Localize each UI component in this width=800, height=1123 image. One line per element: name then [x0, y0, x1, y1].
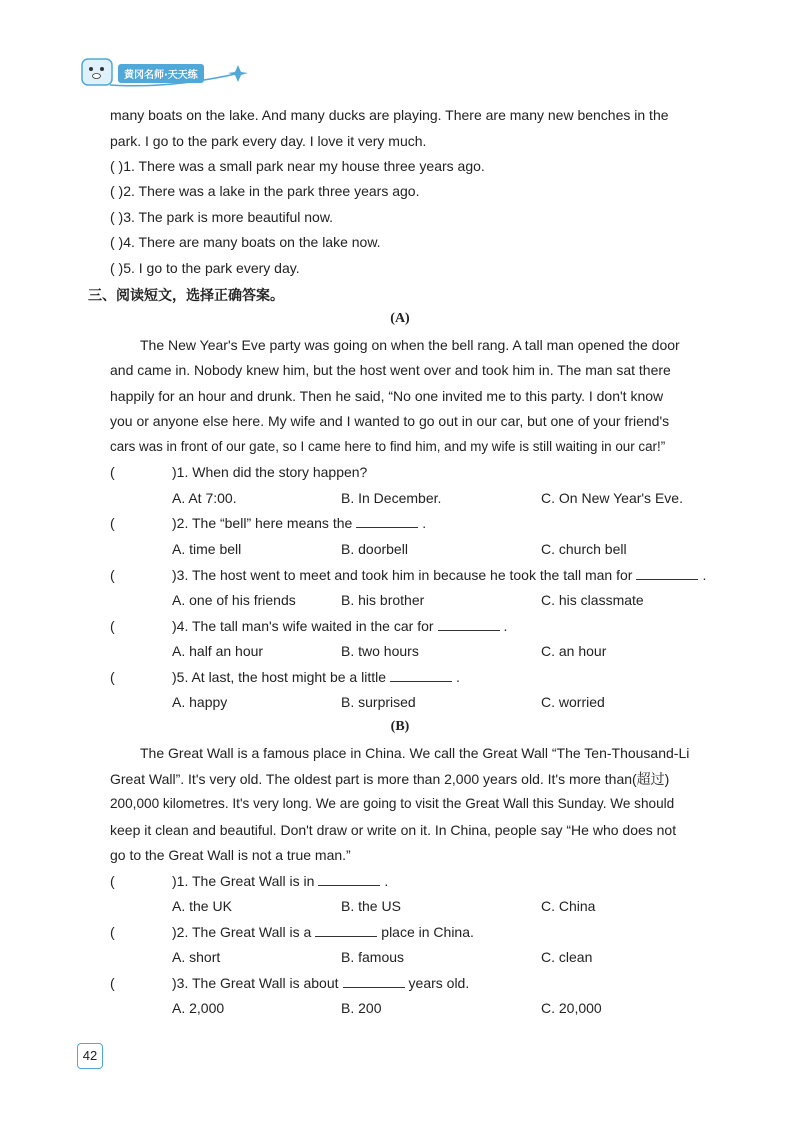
option-b: B. the US: [341, 898, 401, 914]
option-a: A. one of his friends: [172, 592, 296, 608]
option-b: B. two hours: [341, 643, 419, 659]
question-b1: ( )1. The Great Wall is in .: [110, 873, 389, 889]
passage-b-line: 200,000 kilometres. It's very long. We are going to visit the Great Wall this Sunday. We should: [110, 796, 675, 811]
passage-line: park. I go to the park every day. I love it very much.: [110, 133, 427, 149]
passage-a-line: and came in. Nobody knew him, but the host went over and took him in. The man sat there: [110, 362, 671, 378]
passage-b-heading: (B): [390, 719, 410, 734]
passage-a-heading: (A): [390, 311, 410, 326]
option-a: A. time bell: [172, 541, 242, 557]
option-c: C. worried: [541, 694, 605, 710]
question-b3: ( )3. The Great Wall is about years old.: [110, 975, 470, 991]
passage-line: many boats on the lake. And many ducks are playing. There are many new benches in the: [110, 107, 669, 123]
option-b: B. his brother: [341, 592, 425, 608]
option-c: C. China: [541, 898, 596, 914]
answer-blank[interactable]: [318, 873, 380, 886]
question-a4: ( )4. The tall man's wife waited in the car for .: [110, 618, 508, 634]
option-a: A. 2,000: [172, 1000, 225, 1016]
tf-question: ( )5. I go to the park every day.: [110, 260, 300, 276]
option-b: B. 200: [341, 1000, 382, 1016]
question-a5: ( )5. At last, the host might be a little .: [110, 669, 460, 685]
option-c: C. church bell: [541, 541, 627, 557]
option-c: C. 20,000: [541, 1000, 602, 1016]
passage-a-line: cars was in front of our gate, so I came here to find him, and my wife is still waiting in our car!”: [110, 439, 666, 454]
answer-blank[interactable]: [356, 515, 418, 528]
option-b: B. In December.: [341, 490, 442, 506]
page-number: 42: [77, 1043, 103, 1069]
answer-blank[interactable]: [343, 975, 405, 988]
passage-a-line: The New Year's Eve party was going on when the bell rang. A tall man opened the door: [140, 337, 680, 353]
passage-a-line: you or anyone else here. My wife and I wanted to go out in our car, but one of your friend's: [110, 413, 670, 429]
option-c: C. his classmate: [541, 592, 644, 608]
question-a2: ( )2. The “bell” here means the .: [110, 515, 427, 531]
option-a: A. short: [172, 949, 221, 965]
option-b: B. surprised: [341, 694, 416, 710]
answer-blank[interactable]: [438, 618, 500, 631]
passage-b-line: go to the Great Wall is not a true man.”: [110, 847, 351, 863]
answer-blank[interactable]: [315, 924, 377, 937]
tf-question: ( )3. The park is more beautiful now.: [110, 209, 334, 225]
passage-b-line: keep it clean and beautiful. Don't draw or write on it. In China, people say “He who does not: [110, 822, 677, 838]
passage-b-line: The Great Wall is a famous place in China. We call the Great Wall “The Ten-Thousand-Li: [140, 745, 690, 761]
tf-question: ( )1. There was a small park near my house three years ago.: [110, 158, 485, 174]
option-a: A. happy: [172, 694, 228, 710]
tf-question: ( )4. There are many boats on the lake now.: [110, 234, 381, 250]
header-title: 黄冈名师·天天练: [118, 64, 204, 83]
option-a: A. half an hour: [172, 643, 264, 659]
section-title: 三、阅读短文，选择正确答案。: [88, 288, 284, 304]
passage-a-line: happily for an hour and drunk. Then he said, “No one invited me to this party. I don't know: [110, 388, 664, 404]
question-a3: ( )3. The host went to meet and took him in because he took the tall man for .: [110, 567, 707, 583]
question-a1: ( )1. When did the story happen?: [110, 464, 368, 480]
question-b2: ( )2. The Great Wall is a place in China.: [110, 924, 474, 940]
option-b: B. famous: [341, 949, 405, 965]
option-a: A. the UK: [172, 898, 232, 914]
option-b: B. doorbell: [341, 541, 408, 557]
option-c: C. On New Year's Eve.: [541, 490, 683, 506]
option-c: C. clean: [541, 949, 593, 965]
tf-question: ( )2. There was a lake in the park three years ago.: [110, 183, 420, 199]
passage-b-line: Great Wall”. It's very old. The oldest part is more than 2,000 years old. It's more than(超过): [110, 771, 670, 787]
answer-blank[interactable]: [636, 567, 698, 580]
option-a: A. At 7:00.: [172, 490, 237, 506]
option-c: C. an hour: [541, 643, 607, 659]
answer-blank[interactable]: [390, 669, 452, 682]
